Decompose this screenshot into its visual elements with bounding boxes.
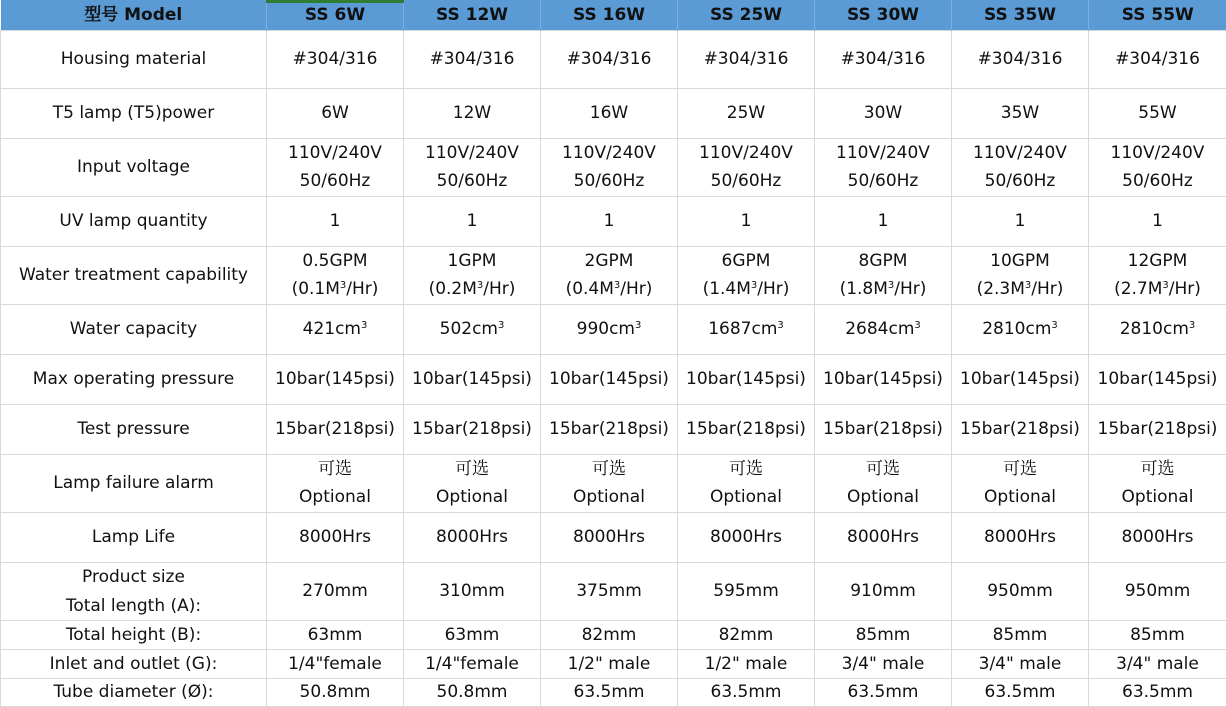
cell: 63.5mm xyxy=(678,679,815,707)
cell: 35W xyxy=(952,89,1089,139)
cell: 63.5mm xyxy=(952,679,1089,707)
row-water-capacity xyxy=(1,305,1226,355)
cell: 1 xyxy=(404,197,541,247)
cell: 15bar(218psi) xyxy=(815,405,952,455)
cell: 3/4" male xyxy=(952,650,1089,679)
cell: 0.5GPM xyxy=(267,247,404,276)
row-label: Lamp failure alarm xyxy=(1,455,267,513)
cell: 595mm xyxy=(678,563,815,621)
cell: 2GPM xyxy=(541,247,678,276)
cell: 可选 xyxy=(815,455,952,484)
cell: 3/4" male xyxy=(815,650,952,679)
cell: 1/2" male xyxy=(541,650,678,679)
cell: 82mm xyxy=(678,621,815,650)
cell: 10bar(145psi) xyxy=(404,355,541,405)
cell: 1 xyxy=(541,197,678,247)
cell: 10bar(145psi) xyxy=(1089,355,1226,405)
row-label: Tube diameter (Ø): xyxy=(1,679,267,707)
cell: 85mm xyxy=(1089,621,1226,650)
cell: 16W xyxy=(541,89,678,139)
cell: 可选 xyxy=(541,455,678,484)
selected-cell-indicator xyxy=(266,0,404,3)
row-lamp-power xyxy=(1,89,1226,139)
cell: 12W xyxy=(404,89,541,139)
cell: $1687cm^3$ xyxy=(678,305,815,355)
cell: $2810cm^3$ xyxy=(1089,305,1226,355)
cell: 8000Hrs xyxy=(541,513,678,563)
cell: 1 xyxy=(267,197,404,247)
model-header-ss55w: SS 55W xyxy=(1089,0,1226,31)
cell: 110V/240V xyxy=(541,139,678,168)
row-label: Test pressure xyxy=(1,405,267,455)
cell: 375mm xyxy=(541,563,678,621)
cell: 63.5mm xyxy=(541,679,678,707)
cell: 10bar(145psi) xyxy=(541,355,678,405)
cell: 1/4"female xyxy=(404,650,541,679)
row-label-product-size xyxy=(1,563,267,621)
cell: 63.5mm xyxy=(1089,679,1226,707)
cell: 50/60Hz xyxy=(1089,168,1226,197)
cell: 15bar(218psi) xyxy=(404,405,541,455)
cell: 8000Hrs xyxy=(267,513,404,563)
cell: 15bar(218psi) xyxy=(1089,405,1226,455)
cell: 8000Hrs xyxy=(678,513,815,563)
cell: $421cm^3$ xyxy=(267,305,404,355)
cell: 10bar(145psi) xyxy=(815,355,952,405)
cell: 6GPM xyxy=(678,247,815,276)
row-label: Water capacity xyxy=(1,305,267,355)
cell: 910mm xyxy=(815,563,952,621)
cell: 1 xyxy=(815,197,952,247)
cell: $2684cm^3$ xyxy=(815,305,952,355)
cell: 25W xyxy=(678,89,815,139)
cell: 1 xyxy=(1089,197,1226,247)
row-label-line: Product size xyxy=(1,569,266,586)
cell: 1/2" male xyxy=(678,650,815,679)
model-header: 型号 Model xyxy=(1,0,267,31)
cell: 10bar(145psi) xyxy=(952,355,1089,405)
cell: 55W xyxy=(1089,89,1226,139)
cell: $(0.1M^3/Hr)$ xyxy=(267,276,404,305)
cell: 82mm xyxy=(541,621,678,650)
row-label: Housing material xyxy=(1,31,267,89)
cell: 110V/240V xyxy=(404,139,541,168)
cell: #304/316 xyxy=(952,31,1089,89)
cell: 50/60Hz xyxy=(678,168,815,197)
row-tube-diameter xyxy=(1,679,1226,707)
cell: 30W xyxy=(815,89,952,139)
row-label: T5 lamp (T5)power xyxy=(1,89,267,139)
cell: 15bar(218psi) xyxy=(952,405,1089,455)
row-label: Lamp Life xyxy=(1,513,267,563)
cell: 3/4" male xyxy=(1089,650,1226,679)
cell: 85mm xyxy=(815,621,952,650)
row-label: Total height (B): xyxy=(1,621,267,650)
cell: $2810cm^3$ xyxy=(952,305,1089,355)
cell: Optional xyxy=(267,484,404,513)
model-header-ss35w: SS 35W xyxy=(952,0,1089,31)
cell: 10GPM xyxy=(952,247,1089,276)
cell: #304/316 xyxy=(815,31,952,89)
cell: 110V/240V xyxy=(815,139,952,168)
cell: 85mm xyxy=(952,621,1089,650)
cell: 50/60Hz xyxy=(952,168,1089,197)
cell: 1GPM xyxy=(404,247,541,276)
cell: 可选 xyxy=(952,455,1089,484)
cell: #304/316 xyxy=(1089,31,1226,89)
cell: Optional xyxy=(541,484,678,513)
cell: Optional xyxy=(404,484,541,513)
cell: 1/4"female xyxy=(267,650,404,679)
cell: 可选 xyxy=(1089,455,1226,484)
cell: 50/60Hz xyxy=(267,168,404,197)
cell: Optional xyxy=(1089,484,1226,513)
cell: 8GPM xyxy=(815,247,952,276)
row-label: Inlet and outlet (G): xyxy=(1,650,267,679)
row-uv-lamp-quantity xyxy=(1,197,1226,247)
cell: 63mm xyxy=(267,621,404,650)
cell: 1 xyxy=(952,197,1089,247)
cell: 110V/240V xyxy=(1089,139,1226,168)
cell: 6W xyxy=(267,89,404,139)
cell: #304/316 xyxy=(267,31,404,89)
cell: 可选 xyxy=(267,455,404,484)
cell: $(1.4M^3/Hr)$ xyxy=(678,276,815,305)
cell: #304/316 xyxy=(404,31,541,89)
row-water-treatment xyxy=(1,247,1226,276)
cell: #304/316 xyxy=(678,31,815,89)
cell: #304/316 xyxy=(541,31,678,89)
cell: 50.8mm xyxy=(267,679,404,707)
cell: 110V/240V xyxy=(267,139,404,168)
cell: 50/60Hz xyxy=(404,168,541,197)
cell: 1 xyxy=(678,197,815,247)
cell: 可选 xyxy=(404,455,541,484)
cell: $(1.8M^3/Hr)$ xyxy=(815,276,952,305)
cell: 10bar(145psi) xyxy=(267,355,404,405)
row-label: Input voltage xyxy=(1,139,267,197)
cell: 50/60Hz xyxy=(815,168,952,197)
row-lamp-failure-alarm xyxy=(1,455,1226,484)
cell: 50/60Hz xyxy=(541,168,678,197)
cell: Optional xyxy=(952,484,1089,513)
cell: 50.8mm xyxy=(404,679,541,707)
cell: $(0.4M^3/Hr)$ xyxy=(541,276,678,305)
row-label: Max operating pressure xyxy=(1,355,267,405)
cell: 270mm xyxy=(267,563,404,621)
row-input-voltage xyxy=(1,139,1226,168)
cell: 63.5mm xyxy=(815,679,952,707)
cell: $(2.7M^3/Hr)$ xyxy=(1089,276,1226,305)
cell: 310mm xyxy=(404,563,541,621)
cell: 15bar(218psi) xyxy=(267,405,404,455)
cell: 15bar(218psi) xyxy=(678,405,815,455)
model-header-ss16w: SS 16W xyxy=(541,0,678,31)
cell: 110V/240V xyxy=(678,139,815,168)
cell: $(2.3M^3/Hr)$ xyxy=(952,276,1089,305)
cell: 12GPM xyxy=(1089,247,1226,276)
model-header-ss6w: SS 6W xyxy=(267,0,404,31)
row-label: Water treatment capability xyxy=(1,247,267,305)
cell: 15bar(218psi) xyxy=(541,405,678,455)
cell: Optional xyxy=(815,484,952,513)
model-header-ss30w: SS 30W xyxy=(815,0,952,31)
model-header-ss25w: SS 25W xyxy=(678,0,815,31)
row-housing-material xyxy=(1,31,1226,89)
row-test-pressure xyxy=(1,405,1226,455)
cell: $990cm^3$ xyxy=(541,305,678,355)
cell: $(0.2M^3/Hr)$ xyxy=(404,276,541,305)
cell: 可选 xyxy=(678,455,815,484)
cell: 8000Hrs xyxy=(952,513,1089,563)
cell: 950mm xyxy=(1089,563,1226,621)
header-row xyxy=(1,0,1226,31)
row-label-line: Total length (A): xyxy=(1,598,266,615)
cell: Optional xyxy=(678,484,815,513)
model-header-ss12w: SS 12W xyxy=(404,0,541,31)
row-total-height xyxy=(1,621,1226,650)
cell: 8000Hrs xyxy=(404,513,541,563)
cell: 10bar(145psi) xyxy=(678,355,815,405)
row-max-pressure xyxy=(1,355,1226,405)
cell: 8000Hrs xyxy=(815,513,952,563)
cell: 8000Hrs xyxy=(1089,513,1226,563)
row-label: UV lamp quantity xyxy=(1,197,267,247)
row-lamp-life xyxy=(1,513,1226,563)
cell: $502cm^3$ xyxy=(404,305,541,355)
cell: 950mm xyxy=(952,563,1089,621)
row-product-size xyxy=(1,563,1226,621)
row-inlet-outlet xyxy=(1,650,1226,679)
cell: 110V/240V xyxy=(952,139,1089,168)
cell: 63mm xyxy=(404,621,541,650)
